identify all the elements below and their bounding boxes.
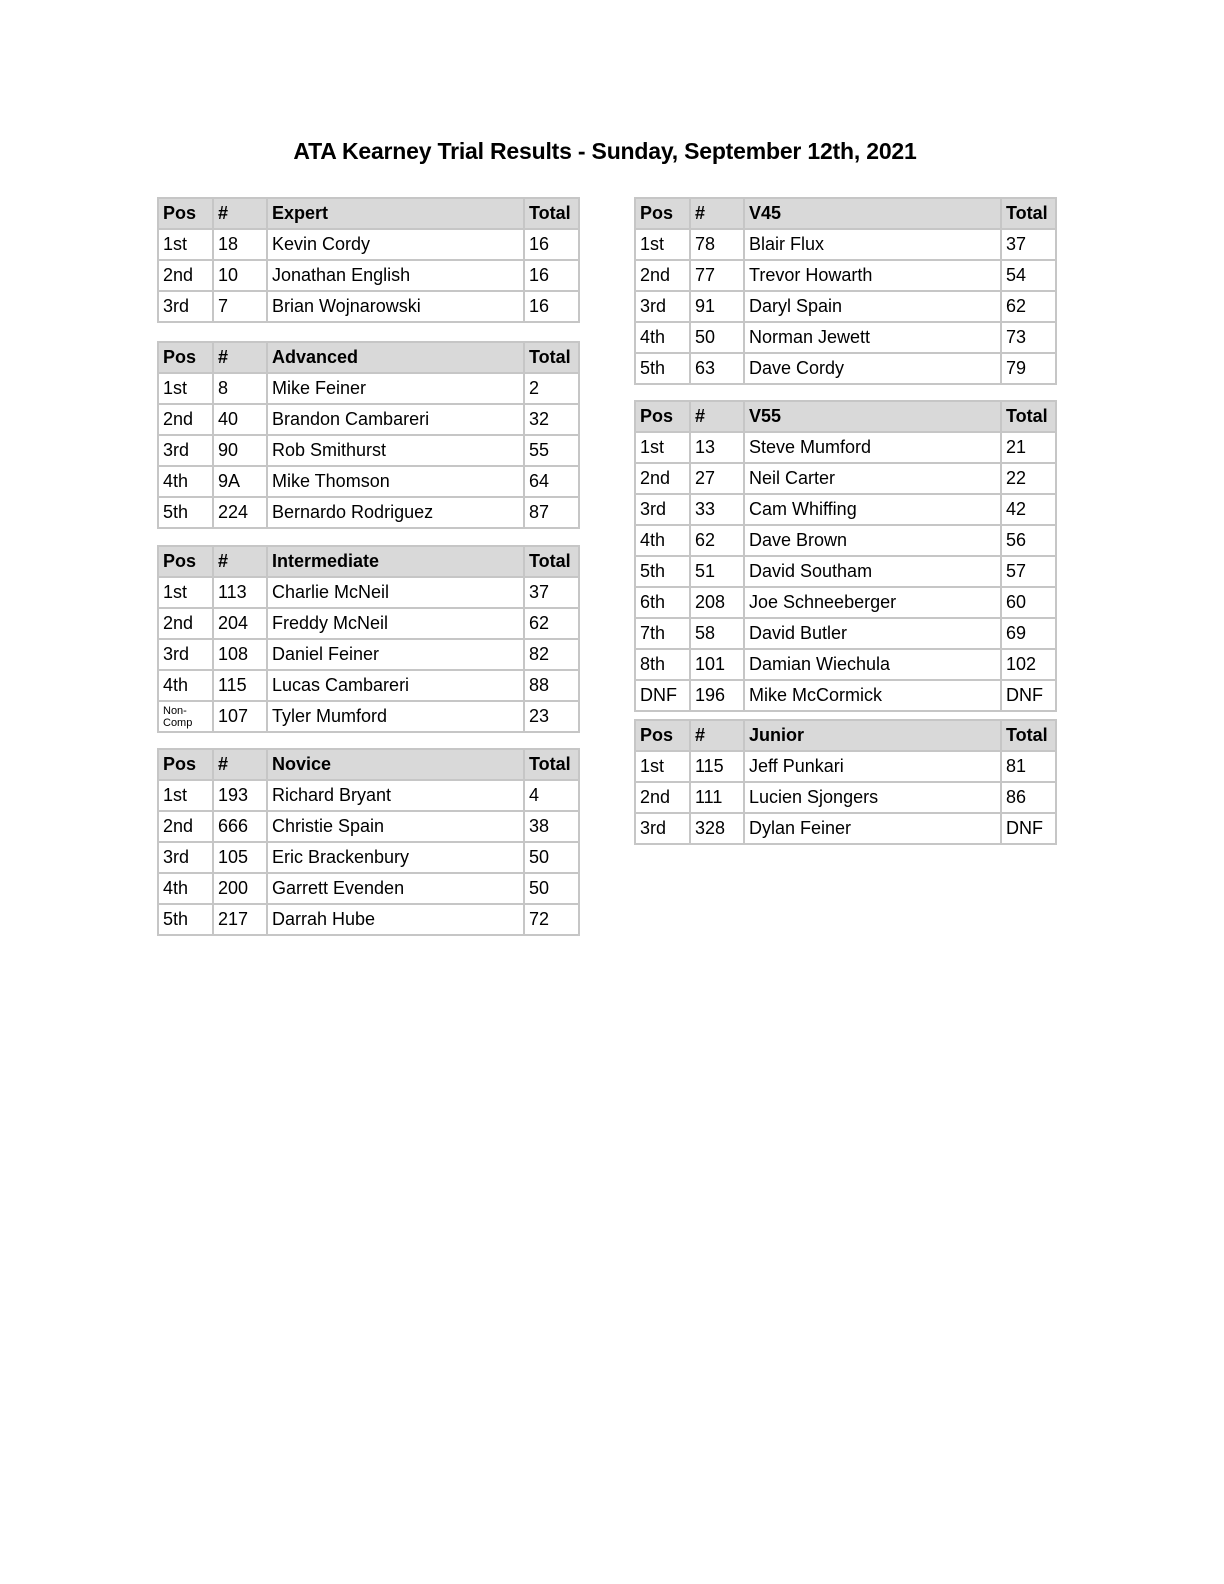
column-header-name: Intermediate: [267, 546, 524, 577]
cell-pos: 3rd: [158, 291, 213, 322]
cell-number: 200: [213, 873, 267, 904]
cell-total: 23: [524, 701, 579, 732]
cell-pos: 4th: [158, 466, 213, 497]
cell-total: 81: [1001, 751, 1056, 782]
table-row: [158, 229, 579, 260]
results-table-v55: [634, 400, 1057, 712]
cell-number: 58: [690, 618, 744, 649]
cell-name: Jonathan English: [267, 260, 524, 291]
table-header-row: [158, 198, 579, 229]
column-header-pos: Pos: [635, 401, 690, 432]
cell-name: Brian Wojnarowski: [267, 291, 524, 322]
cell-total: 62: [1001, 291, 1056, 322]
cell-total: 50: [524, 873, 579, 904]
cell-name: Norman Jewett: [744, 322, 1001, 353]
table-row: [635, 494, 1056, 525]
page-title: ATA Kearney Trial Results - Sunday, September 12th, 2021: [293, 138, 917, 164]
cell-pos: 3rd: [635, 291, 690, 322]
cell-pos: 2nd: [158, 811, 213, 842]
cell-total: 82: [524, 639, 579, 670]
cell-name: David Southam: [744, 556, 1001, 587]
table-row: [158, 873, 579, 904]
column-header-name: V55: [744, 401, 1001, 432]
column-header-number: #: [213, 546, 267, 577]
cell-number: 193: [213, 780, 267, 811]
cell-total: 86: [1001, 782, 1056, 813]
cell-number: 217: [213, 904, 267, 935]
table-row: [158, 842, 579, 873]
column-header-number: #: [213, 749, 267, 780]
table-row: [635, 463, 1056, 494]
column-header-pos: Pos: [635, 720, 690, 751]
table-row: [635, 229, 1056, 260]
cell-name: Richard Bryant: [267, 780, 524, 811]
cell-name: Daryl Spain: [744, 291, 1001, 322]
table-row: [635, 556, 1056, 587]
table-row: [635, 432, 1056, 463]
cell-number: 8: [213, 373, 267, 404]
cell-total: 4: [524, 780, 579, 811]
cell-pos: 3rd: [635, 813, 690, 844]
table-row: [635, 353, 1056, 384]
cell-pos: 5th: [158, 497, 213, 528]
cell-name: Brandon Cambareri: [267, 404, 524, 435]
table-row: [158, 260, 579, 291]
cell-name: Steve Mumford: [744, 432, 1001, 463]
cell-total: 69: [1001, 618, 1056, 649]
column-header-pos: Pos: [158, 342, 213, 373]
column-header-number: #: [690, 720, 744, 751]
cell-number: 91: [690, 291, 744, 322]
cell-name: Joe Schneeberger: [744, 587, 1001, 618]
cell-total: DNF: [1001, 813, 1056, 844]
cell-name: Damian Wiechula: [744, 649, 1001, 680]
table-header-row: [635, 198, 1056, 229]
results-table-expert: [157, 197, 580, 323]
cell-total: 102: [1001, 649, 1056, 680]
table-row: [635, 751, 1056, 782]
column-header-pos: Pos: [635, 198, 690, 229]
table-row: [635, 680, 1056, 711]
column-header-total: Total: [1001, 720, 1056, 751]
cell-pos: 4th: [158, 873, 213, 904]
table-row: [635, 813, 1056, 844]
column-header-total: Total: [524, 342, 579, 373]
cell-total: 79: [1001, 353, 1056, 384]
cell-number: 62: [690, 525, 744, 556]
cell-number: 113: [213, 577, 267, 608]
cell-total: 32: [524, 404, 579, 435]
cell-number: 108: [213, 639, 267, 670]
cell-number: 51: [690, 556, 744, 587]
table-row: [635, 782, 1056, 813]
cell-total: 62: [524, 608, 579, 639]
cell-number: 328: [690, 813, 744, 844]
cell-name: Mike Feiner: [267, 373, 524, 404]
cell-pos: 6th: [635, 587, 690, 618]
cell-name: Dylan Feiner: [744, 813, 1001, 844]
cell-number: 105: [213, 842, 267, 873]
column-header-name: Novice: [267, 749, 524, 780]
cell-name: Neil Carter: [744, 463, 1001, 494]
column-header-total: Total: [524, 546, 579, 577]
cell-total: 88: [524, 670, 579, 701]
cell-total: 55: [524, 435, 579, 466]
cell-name: Lucien Sjongers: [744, 782, 1001, 813]
table-row: [635, 291, 1056, 322]
column-header-pos: Pos: [158, 546, 213, 577]
cell-name: Daniel Feiner: [267, 639, 524, 670]
table-row: [158, 780, 579, 811]
cell-name: Christie Spain: [267, 811, 524, 842]
cell-total: 38: [524, 811, 579, 842]
cell-pos: 1st: [158, 577, 213, 608]
table-row: [158, 639, 579, 670]
cell-number: 666: [213, 811, 267, 842]
cell-number: 101: [690, 649, 744, 680]
cell-number: 27: [690, 463, 744, 494]
cell-name: Mike Thomson: [267, 466, 524, 497]
column-header-total: Total: [1001, 198, 1056, 229]
cell-pos: 2nd: [635, 463, 690, 494]
table-header-row: [158, 546, 579, 577]
cell-total: 64: [524, 466, 579, 497]
table-row: [635, 525, 1056, 556]
pos-label-small: Non-Comp: [163, 704, 193, 729]
cell-number: 63: [690, 353, 744, 384]
cell-pos: 1st: [635, 751, 690, 782]
results-table-intermediate: [157, 545, 580, 733]
cell-total: 56: [1001, 525, 1056, 556]
cell-number: 115: [213, 670, 267, 701]
cell-total: 16: [524, 260, 579, 291]
table-row: [158, 811, 579, 842]
cell-number: 9A: [213, 466, 267, 497]
cell-number: 77: [690, 260, 744, 291]
column-header-name: Junior: [744, 720, 1001, 751]
cell-name: Mike McCormick: [744, 680, 1001, 711]
table-row: [635, 322, 1056, 353]
cell-pos: [158, 701, 213, 732]
cell-pos: 2nd: [635, 260, 690, 291]
cell-number: 7: [213, 291, 267, 322]
cell-pos: 1st: [158, 780, 213, 811]
cell-pos: 1st: [158, 229, 213, 260]
cell-pos: 2nd: [158, 608, 213, 639]
table-row: [158, 435, 579, 466]
table-row: [158, 608, 579, 639]
table-row: [158, 577, 579, 608]
cell-total: DNF: [1001, 680, 1056, 711]
cell-name: Charlie McNeil: [267, 577, 524, 608]
cell-name: Eric Brackenbury: [267, 842, 524, 873]
cell-number: 208: [690, 587, 744, 618]
results-table-junior: [634, 719, 1057, 845]
table-row: [158, 904, 579, 935]
cell-total: 72: [524, 904, 579, 935]
table-row: [158, 404, 579, 435]
table-row: [158, 670, 579, 701]
cell-pos: 4th: [635, 525, 690, 556]
cell-pos: 3rd: [158, 435, 213, 466]
column-header-total: Total: [524, 749, 579, 780]
cell-number: 18: [213, 229, 267, 260]
cell-name: David Butler: [744, 618, 1001, 649]
cell-total: 2: [524, 373, 579, 404]
table-header-row: [635, 720, 1056, 751]
cell-name: Trevor Howarth: [744, 260, 1001, 291]
results-table-v45: [634, 197, 1057, 385]
cell-name: Freddy McNeil: [267, 608, 524, 639]
cell-name: Lucas Cambareri: [267, 670, 524, 701]
column-header-number: #: [690, 401, 744, 432]
cell-total: 60: [1001, 587, 1056, 618]
column-header-number: #: [213, 342, 267, 373]
table-row: [158, 497, 579, 528]
cell-name: Dave Cordy: [744, 353, 1001, 384]
cell-pos: 1st: [635, 229, 690, 260]
table-row: [635, 587, 1056, 618]
column-header-number: #: [690, 198, 744, 229]
column-header-total: Total: [1001, 401, 1056, 432]
table-row: [635, 649, 1056, 680]
cell-pos: 5th: [635, 353, 690, 384]
cell-name: Garrett Evenden: [267, 873, 524, 904]
cell-number: 10: [213, 260, 267, 291]
cell-total: 37: [1001, 229, 1056, 260]
cell-total: 73: [1001, 322, 1056, 353]
cell-total: 22: [1001, 463, 1056, 494]
cell-total: 57: [1001, 556, 1056, 587]
cell-total: 54: [1001, 260, 1056, 291]
cell-number: 204: [213, 608, 267, 639]
table-header-row: [158, 749, 579, 780]
cell-number: 196: [690, 680, 744, 711]
cell-name: Kevin Cordy: [267, 229, 524, 260]
cell-total: 21: [1001, 432, 1056, 463]
cell-total: 16: [524, 291, 579, 322]
cell-number: 40: [213, 404, 267, 435]
table-row: [158, 701, 579, 732]
cell-pos: 5th: [158, 904, 213, 935]
table-header-row: [635, 401, 1056, 432]
cell-name: Cam Whiffing: [744, 494, 1001, 525]
cell-pos: 4th: [635, 322, 690, 353]
cell-number: 13: [690, 432, 744, 463]
cell-pos: 3rd: [635, 494, 690, 525]
cell-pos: 2nd: [635, 782, 690, 813]
cell-pos: 2nd: [158, 260, 213, 291]
cell-name: Jeff Punkari: [744, 751, 1001, 782]
cell-pos: 3rd: [158, 842, 213, 873]
cell-number: 33: [690, 494, 744, 525]
column-header-number: #: [213, 198, 267, 229]
cell-number: 50: [690, 322, 744, 353]
cell-name: Dave Brown: [744, 525, 1001, 556]
column-header-name: V45: [744, 198, 1001, 229]
cell-number: 115: [690, 751, 744, 782]
column-header-pos: Pos: [158, 749, 213, 780]
cell-number: 78: [690, 229, 744, 260]
cell-number: 224: [213, 497, 267, 528]
column-header-pos: Pos: [158, 198, 213, 229]
cell-total: 87: [524, 497, 579, 528]
cell-total: 42: [1001, 494, 1056, 525]
cell-pos: 1st: [158, 373, 213, 404]
cell-name: Darrah Hube: [267, 904, 524, 935]
cell-number: 107: [213, 701, 267, 732]
cell-name: Rob Smithurst: [267, 435, 524, 466]
column-header-name: Advanced: [267, 342, 524, 373]
table-row: [158, 291, 579, 322]
cell-pos: 1st: [635, 432, 690, 463]
column-header-total: Total: [524, 198, 579, 229]
column-header-name: Expert: [267, 198, 524, 229]
cell-pos: DNF: [635, 680, 690, 711]
table-row: [158, 373, 579, 404]
table-row: [635, 618, 1056, 649]
cell-pos: 4th: [158, 670, 213, 701]
table-header-row: [158, 342, 579, 373]
results-table-novice: [157, 748, 580, 936]
cell-number: 90: [213, 435, 267, 466]
table-row: [635, 260, 1056, 291]
results-table-advanced: [157, 341, 580, 529]
cell-total: 16: [524, 229, 579, 260]
table-row: [158, 466, 579, 497]
cell-pos: 7th: [635, 618, 690, 649]
cell-name: Blair Flux: [744, 229, 1001, 260]
cell-pos: 3rd: [158, 639, 213, 670]
cell-number: 111: [690, 782, 744, 813]
cell-total: 37: [524, 577, 579, 608]
cell-name: Bernardo Rodriguez: [267, 497, 524, 528]
cell-total: 50: [524, 842, 579, 873]
cell-pos: 2nd: [158, 404, 213, 435]
cell-name: Tyler Mumford: [267, 701, 524, 732]
cell-pos: 5th: [635, 556, 690, 587]
cell-pos: 8th: [635, 649, 690, 680]
